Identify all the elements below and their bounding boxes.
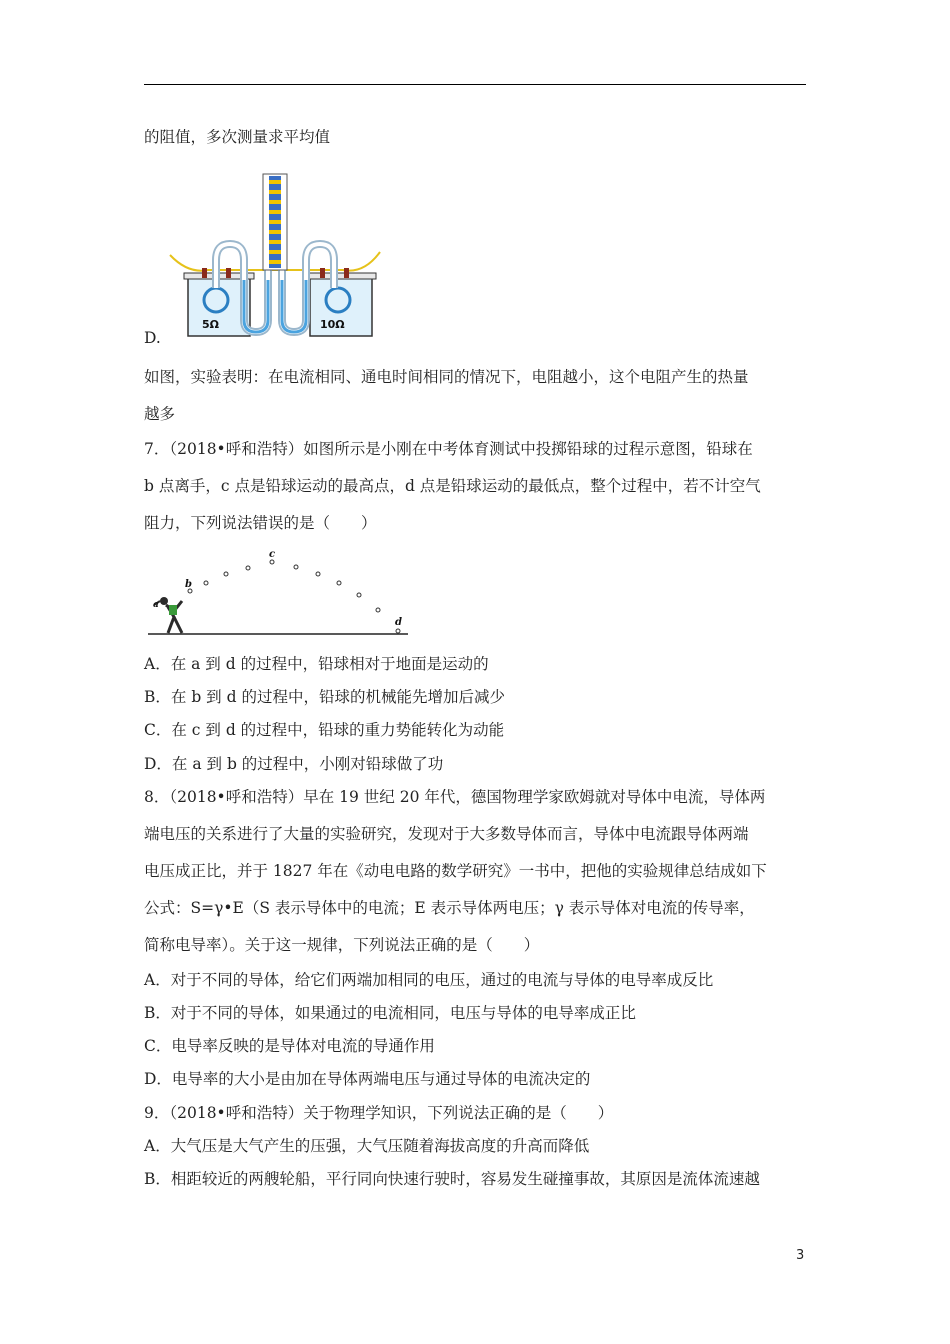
q8-option-b: B．对于不同的导体，如果通过的电流相同，电压与导体的电导率成正比 [144,1004,636,1022]
q8-line-5: 简称电导率）。关于这一规律，下列说法正确的是（ ） [144,936,540,954]
header-rule [144,84,806,85]
point-d-label: d [395,617,402,628]
q8-option-a: A．对于不同的导体，给它们两端加相同的电压，通过的电流与导体的电导率成反比 [144,971,714,989]
q8-line-3: 电压成正比，并于 1827 年在《动电电路的数学研究》一书中，把他的实验规律总结成如下 [144,862,767,880]
explanation-line-2: 越多 [144,405,176,423]
trajectory-dots [188,560,400,633]
left-clip-1 [202,268,207,278]
point-a-label: a [153,600,159,610]
q7-option-b: B．在 b 到 d 的过程中，铅球的机械能先增加后减少 [144,688,505,706]
right-resistance-label: 10Ω [320,318,345,331]
q7-line-2: b 点离手，c 点是铅球运动的最高点，d 点是铅球运动的最低点，整个过程中，若不计空气 [144,477,761,495]
explanation-line-1: 如图，实验表明：在电流相同、通电时间相同的情况下，电阻越小，这个电阻产生的热量 [144,368,749,386]
q9-line-1: 9．（2018•呼和浩特）关于物理学知识，下列说法正确的是（ ） [144,1104,614,1122]
point-c-label: c [269,549,276,560]
left-resistance-label: 5Ω [202,318,220,331]
q8-line-1: 8．（2018•呼和浩特）早在 19 世纪 20 年代，德国物理学家欧姆就对导体中电流，导体两 [144,788,766,806]
q7-option-a: A．在 a 到 d 的过程中，铅球相对于地面是运动的 [144,655,489,673]
option-d-label: D. [144,329,161,347]
right-clip-1 [320,268,325,278]
q7-option-d: D．在 a 到 b 的过程中，小刚对铅球做了功 [144,755,444,773]
q7-line-3: 阻力，下列说法错误的是（ ） [144,514,377,532]
continued-text: 的阻值，多次测量求平均值 [144,128,331,146]
page-number: 3 [796,1248,805,1263]
q8-line-2: 端电压的关系进行了大量的实验研究，发现对于大多数导体而言，导体中电流跟导体两端 [144,825,749,843]
q8-option-c: C．电导率反映的是导体对电流的导通作用 [144,1037,435,1055]
scale-marks [269,180,281,264]
q9-option-a: A．大气压是大气产生的压强，大气压随着海拔高度的升高而降低 [144,1137,590,1155]
point-b-label: b [185,579,192,590]
q7-line-1: 7．（2018•呼和浩特）如图所示是小刚在中考体育测试中投掷铅球的过程示意图，铅球在 [144,440,753,458]
shot-put-figure [144,545,414,640]
left-clip-2 [226,268,231,278]
q8-line-4: 公式：S=γ•E（S 表示导体中的电流；E 表示导体两电压；γ 表示导体对电流的传导率， [144,899,755,917]
u-tube-apparatus-figure [168,170,383,340]
q9-option-b: B．相距较近的两艘轮船，平行同向快速行驶时，容易发生碰撞事故，其原因是流体流速越 [144,1170,760,1188]
right-lid [306,273,376,279]
q8-option-d: D．电导率的大小是由加在导体两端电压与通过导体的电流决定的 [144,1070,591,1088]
q7-option-c: C．在 c 到 d 的过程中，铅球的重力势能转化为动能 [144,721,505,739]
right-clip-2 [344,268,349,278]
